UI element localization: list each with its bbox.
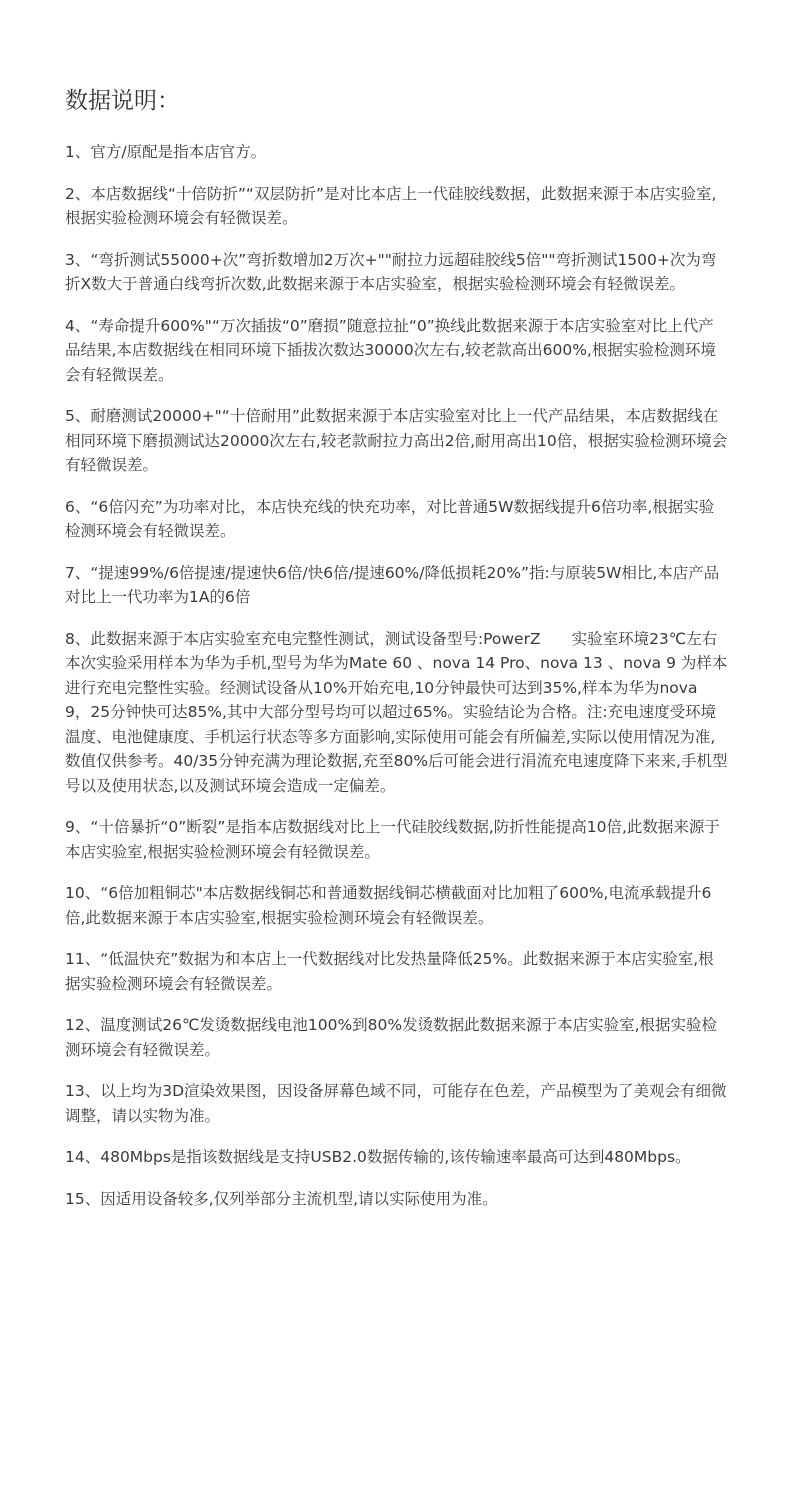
note-item: 15、因适用设备较多,仅列举部分主流机型,请以实际使用为准。: [65, 1189, 498, 1208]
note-item: 5、耐磨测试20000+"“十倍耐用”此数据来源于本店实验室对比上一代产品结果，本店数据线在相同环境下磨损测试达20000次左右,较老款耐拉力高出2倍,耐用高出10倍，根据实验检测环境会有轻微误差。: [65, 407, 728, 474]
note-item: 6、“6倍闪充”为功率对比，本店快充线的快充功率，对比普通5W数据线提升6倍功率,根据实验检测环境会有轻微误差。: [65, 497, 715, 540]
note-item: 9、“十倍暴折“0”断裂”是指本店数据线对比上一代硅胶线数据,防折性能提高10倍,此数据来源于本店实验室,根据实验检测环境会有轻微误差。: [65, 818, 720, 861]
note-item: 14、480Mbps是指该数据线是支持USB2.0数据传输的,该传输速率最高可达到480Mbps。: [65, 1148, 691, 1166]
note-item: 2、本店数据线“十倍防折”“双层防折”是对比本店上一代硅胶线数据，此数据来源于本店实验室,根据实验检测环境会有轻微误差。: [65, 184, 717, 227]
note-item: 1、官方/原配是指本店官方。: [65, 143, 267, 161]
note-item: 4、“寿命提升600%"“万次插拔“0”磨损”随意拉扯“0”换线此数据来源于本店实验室对比上代产品结果,本店数据线在相同环境下插拔次数达30000次左右,较老款高出600%,根据实验检测环境会有轻微误差。: [65, 316, 716, 384]
notes-list: [65, 140, 728, 1211]
note-item: 3、“弯折测试55000+次”弯折数增加2万次+""耐拉力远超硅胶线5倍""弯折测试1500+次为弯折X数大于普通白线弯折次数,此数据来源于本店实验室，根据实验检测环境会有轻微误差。: [65, 250, 717, 293]
note-item: 10、“6倍加粗铜芯"本店数据线铜芯和普通数据线铜芯横截面对比加粗了600%,电流承载提升6倍,此数据来源于本店实验室,根据实验检测环境会有轻微误差。: [65, 884, 712, 927]
note-item: 12、温度测试26℃发烫数据线电池100%到80%发烫数据此数据来源于本店实验室,根据实验检测环境会有轻微误差。: [65, 1016, 718, 1059]
note-item: 7、“提速99%/6倍提速/提速快6倍/快6倍/提速60%/降低损耗20%”指:与原装5W相比,本店产品对比上一代功率为1A的6倍: [65, 563, 720, 606]
note-item: 11、“低温快充”数据为和本店上一代数据线对比发热量降低25%。此数据来源于本店实验室,根据实验检测环境会有轻微误差。: [65, 950, 714, 993]
page-title: 数据说明：: [65, 88, 180, 114]
note-item: 13、以上均为3D渲染效果图，因设备屏幕色域不同，可能存在色差，产品模型为了美观会有细微调整，请以实物为准。: [65, 1082, 727, 1125]
note-item: 8、此数据来源于本店实验室充电完整性测试，测试设备型号:PowerZ 实验室环境23℃左右本次实验采用样本为华为手机,型号为华为Mate 60 、nova 14 Pro、nova 13 、nova 9 为样本进行充电完整性实验。经测试设备从10%开始充电,10分钟最快可达到35%,样本为华为nova 9，25分钟快可达85%,其中大部分型号均可以超过65%。实验结论为合格。注:充电速度受环境温度、电池健康度、手机运行状态等多方面影响,实际使用可能会有所偏差,实际以使用情况为准,数值仅供参考。40/35分钟充满为理论数据,充至80%后可能会进行涓流充电速度降下来来,手机型号以及使用状态,以及测试环境会造成一定偏差。: [65, 629, 728, 795]
